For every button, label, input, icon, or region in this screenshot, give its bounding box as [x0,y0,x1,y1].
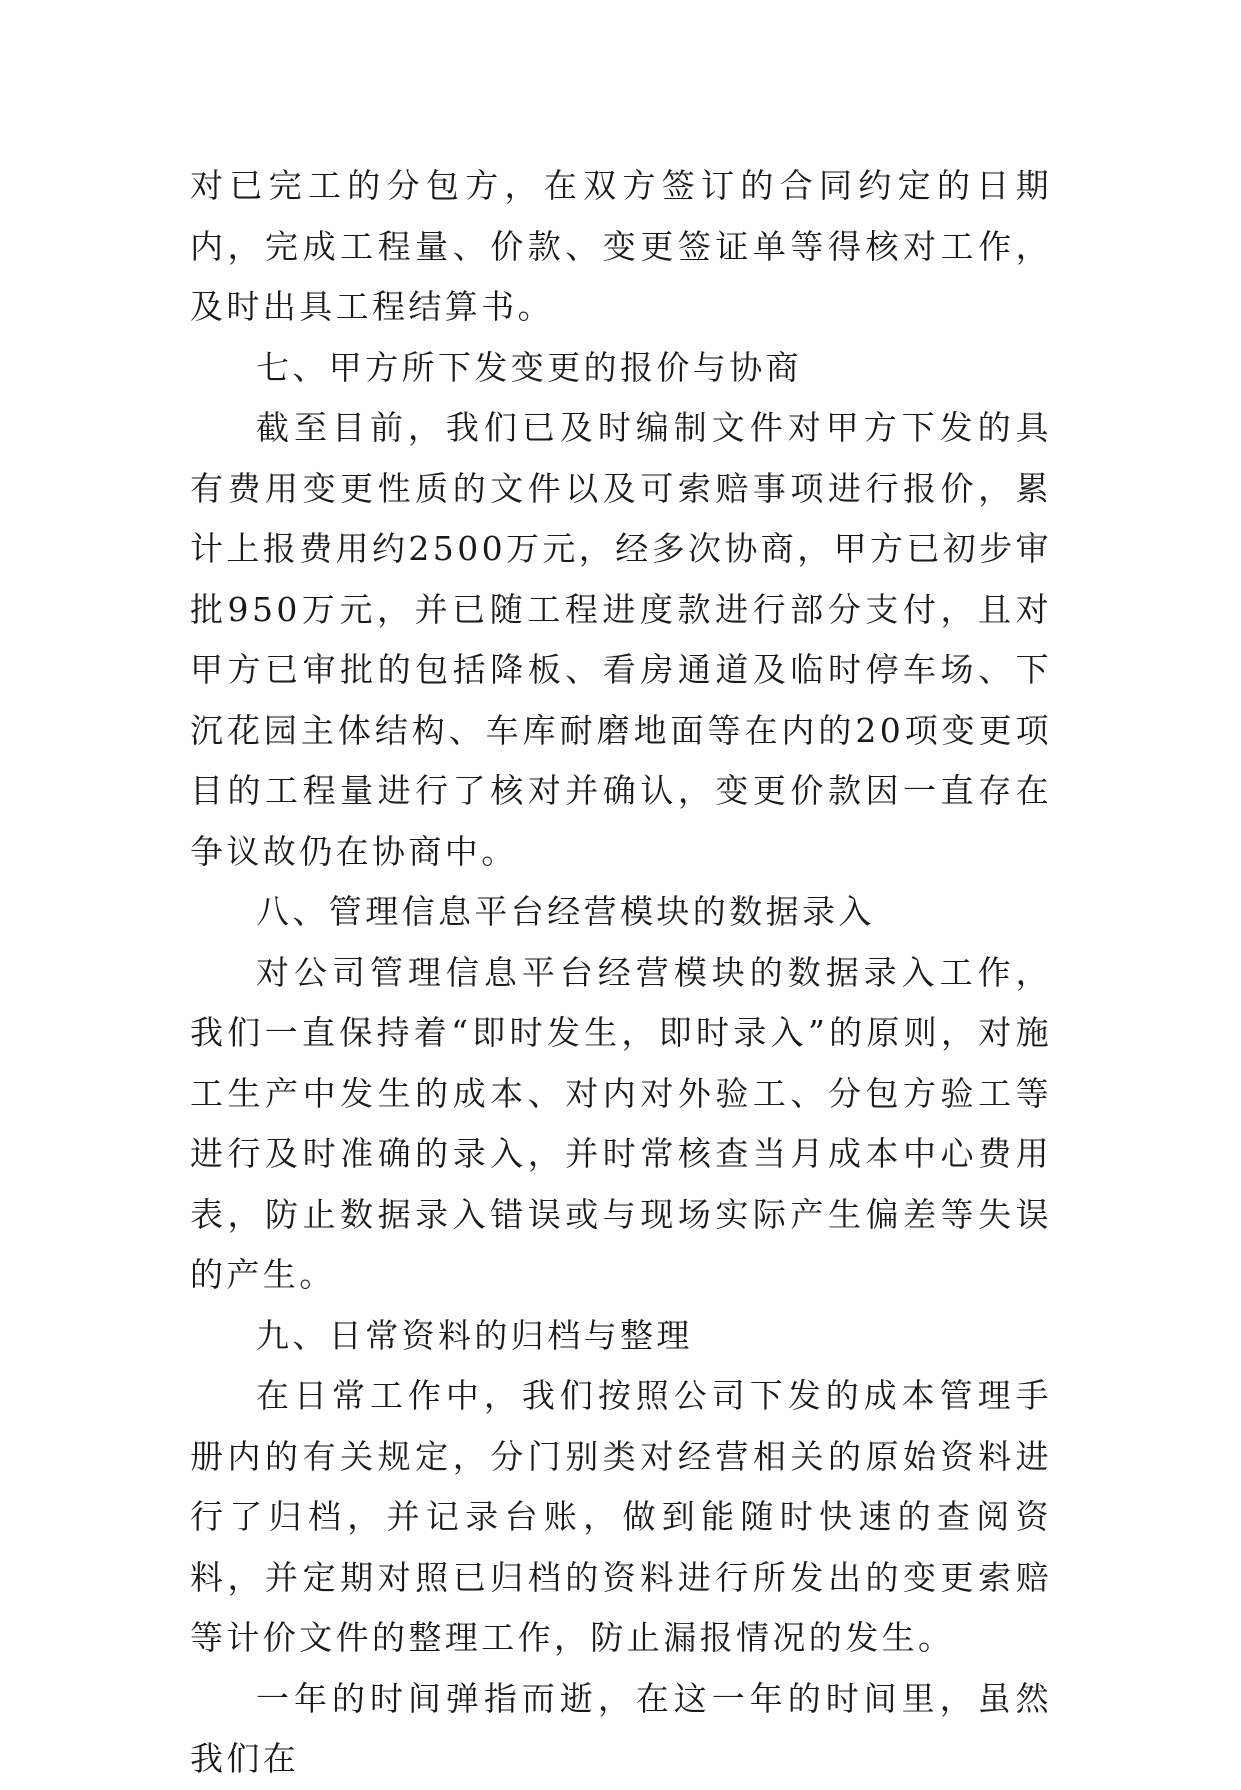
section-heading-7: 七、甲方所下发变更的报价与协商 [256,347,802,387]
paragraph-year-summary: 一年的时间弹指而逝，在这一年的时间里，虽然我们在 [190,1678,1052,1778]
document-body [190,156,1052,1790]
paragraph-quotation: 截至目前，我们已及时编制文件对甲方下发的具有费用变更性质的文件以及可索赔事项进行报价，累计上报费用约2500万元，经多次协商，甲方已初步审批950万元，并已随工程进度款进行部分支付，且对甲方已审批的包括降板、看房通道及临时停车场、下沉花园主体结构、车库耐磨地面等在内的20项变更项目的工程量进行了核对并确认，变更价款因一直存在争议故仍在协商中。 [190,408,1052,871]
paragraph-archiving: 在日常工作中，我们按照公司下发的成本管理手册内的有关规定，分门别类对经营相关的原始资料进行了归档，并记录台账，做到能随时快速的查阅资料，并定期对照已归档的资料进行所发出的变更索赔等计价文件的整理工作，防止漏报情况的发生。 [190,1376,1052,1657]
paragraph-data-entry: 对公司管理信息平台经营模块的数据录入工作，我们一直保持着“即时发生，即时录入”的原则，对施工生产中发生的成本、对内对外验工、分包方验工等进行及时准确的录入，并时常核查当月成本中心费用表，防止数据录入错误或与现场实际产生偏差等失误的产生。 [190,952,1052,1294]
paragraph-settlement: 对已完工的分包方，在双方签订的合同约定的日期内，完成工程量、价款、变更签证单等得核对工作，及时出具工程结算书。 [190,166,1052,326]
section-heading-8: 八、管理信息平台经营模块的数据录入 [256,892,875,931]
section-heading-9: 九、日常资料的归档与整理 [256,1315,693,1355]
